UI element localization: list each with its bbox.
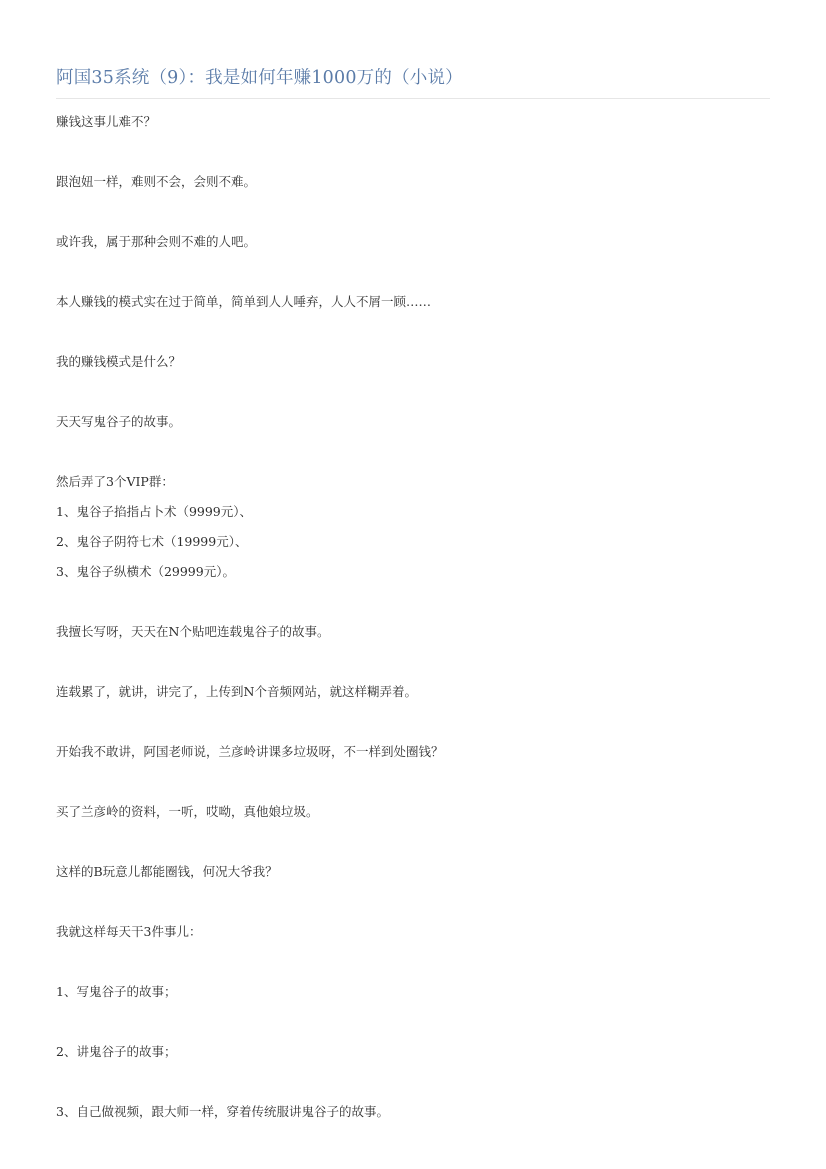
title-divider [56,98,770,99]
paragraph: 这样的B玩意儿都能圈钱，何况大爷我？ [56,864,278,879]
paragraph: 天天写鬼谷子的故事。 [56,414,182,429]
paragraph: 我就这样每天干3件事儿： [56,924,202,939]
article-title: 阿国35系统（9）：我是如何年赚1000万的（小说） [56,68,463,88]
list-item: 1、写鬼谷子的故事； [56,984,177,999]
paragraph: 开始我不敢讲，阿国老师说，兰彦岭讲课多垃圾呀，不一样到处圈钱？ [56,744,444,759]
paragraph: 赚钱这事儿难不？ [56,114,157,129]
paragraph: 连载累了，就讲，讲完了，上传到N个音频网站，就这样糊弄着。 [56,684,417,699]
list-item: 3、自己做视频，跟大师一样，穿着传统服讲鬼谷子的故事。 [56,1104,389,1119]
paragraph: 跟泡妞一样，难则不会，会则不难。 [56,174,257,189]
paragraph: 或许我，属于那种会则不难的人吧。 [56,234,257,249]
list-item: 3、鬼谷子纵横术（29999元）。 [56,564,235,579]
paragraph: 我的赚钱模式是什么？ [56,354,182,369]
paragraph: 然后弄了3个VIP群： [56,474,174,489]
list-item: 1、鬼谷子掐指占卜术（9999元）、 [56,504,253,519]
list-item: 2、讲鬼谷子的故事； [56,1044,177,1059]
paragraph: 买了兰彦岭的资料，一听，哎呦，真他娘垃圾。 [56,804,319,819]
list-item: 2、鬼谷子阴符七术（19999元）、 [56,534,248,549]
paragraph: 本人赚钱的模式实在过于简单，简单到人人唾弃，人人不屑一顾…… [56,294,432,309]
paragraph: 我擅长写呀，天天在N个贴吧连载鬼谷子的故事。 [56,624,330,639]
